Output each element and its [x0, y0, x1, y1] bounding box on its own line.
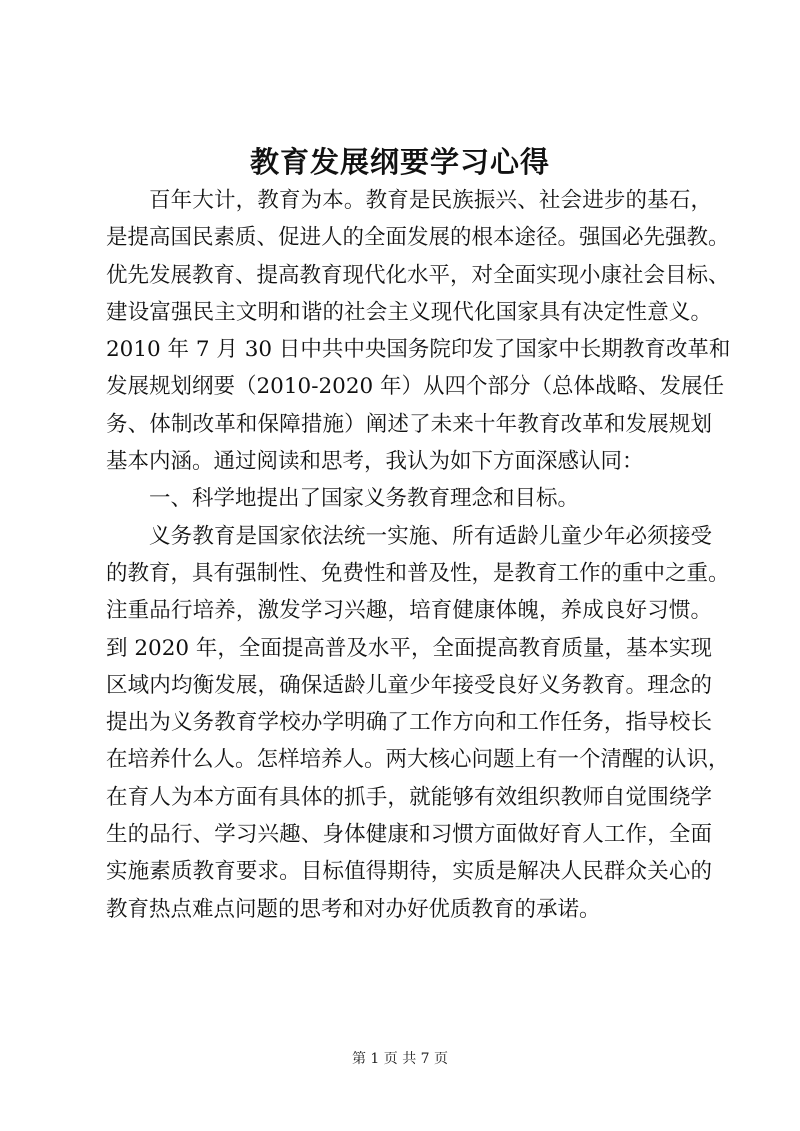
text-line: 是提高国民素质、促进人的全面发展的根本途径。强国必先强教。: [106, 225, 730, 251]
text-line: 优先发展教育、提高教育现代化水平，对全面实现小康社会目标、: [106, 262, 730, 288]
text-line: 在育人为本方面有具体的抓手，就能够有效组织教师自觉围绕学: [106, 784, 712, 810]
paragraph: [106, 182, 731, 480]
text-line: 的教育，具有强制性、免费性和普及性，是教育工作的重中之重。: [106, 560, 730, 586]
text-line: 百年大计，教育为本。教育是民族振兴、社会进步的基石，: [149, 188, 712, 213]
text-line: 区域内均衡发展，确保适龄儿童少年接受良好义务教育。理念的: [106, 672, 712, 698]
paragraph: [106, 518, 730, 928]
text-line: 务、体制改革和保障措施）阐述了未来十年教育改革和发展规划: [106, 411, 712, 437]
document-title: 教育发展纲要学习心得: [249, 145, 550, 179]
text-line: 生的品行、学习兴趣、身体健康和习惯方面做好育人工作，全面: [106, 822, 712, 848]
text-line: 实施素质教育要求。目标值得期待，实质是解决人民群众关心的: [106, 859, 712, 885]
text-line: 到 2020 年，全面提高普及水平，全面提高教育质量，基本实现: [106, 635, 712, 661]
text-line: 提出为义务教育学校办学明确了工作方向和工作任务，指导校长: [106, 710, 712, 736]
text-line: 一、科学地提出了国家义务教育理念和目标。: [149, 486, 580, 512]
text-line: 义务教育是国家依法统一实施、所有适龄儿童少年必须接受: [149, 523, 712, 549]
text-line: 发展规划纲要（2010-2020 年）从四个部分（总体战略、发展任: [106, 374, 725, 400]
text-line: 2010 年 7 月 30 日中共中央国务院印发了国家中长期教育改革和: [106, 337, 731, 363]
text-line: 建设富强民主文明和谐的社会主义现代化国家具有决定性意义。: [106, 299, 712, 325]
text-line: 教育热点难点问题的思考和对办好优质教育的承诺。: [106, 896, 601, 922]
page-number: 第 1 页 共 7 页: [351, 1051, 449, 1067]
section-heading: [106, 480, 712, 517]
document-body: [106, 182, 731, 928]
text-line: 在培养什么人。怎样培养人。两大核心问题上有一个清醒的认识，: [106, 747, 730, 773]
text-line: 基本内涵。通过阅读和思考，我认为如下方面深感认同：: [106, 449, 644, 475]
text-line: 注重品行培养，激发学习兴趣，培育健康体魄，养成良好习惯。: [106, 598, 712, 624]
